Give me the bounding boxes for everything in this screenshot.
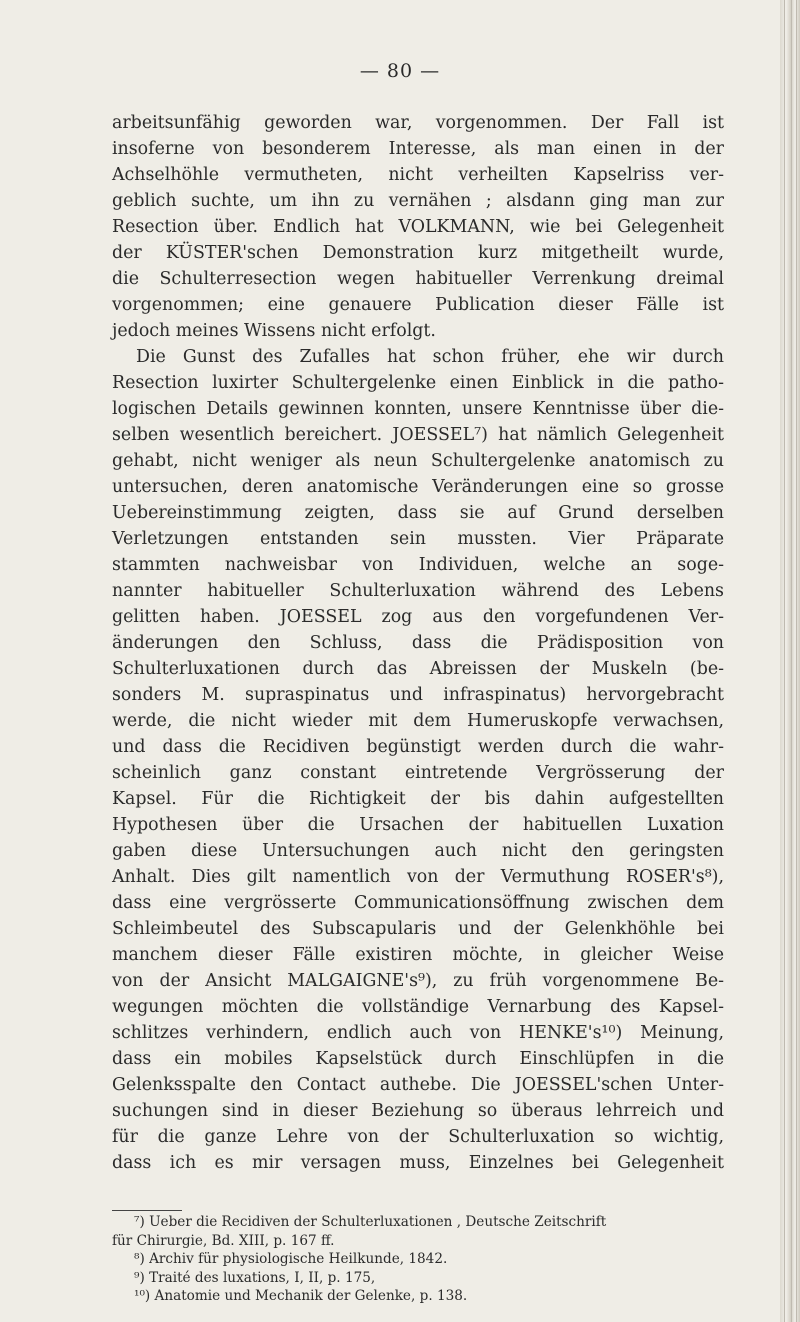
- text-line: Hypothesen über die Ursachen der habituellen Luxation: [112, 815, 724, 835]
- footnote-7-continued: für Chirurgie, Bd. XIII, p. 167 ff.: [112, 1232, 335, 1249]
- text-line: jedoch meines Wissens nicht erfolgt.: [112, 321, 436, 341]
- text-line: für die ganze Lehre von der Schulterluxation so wichtig,: [112, 1127, 724, 1147]
- text-line: scheinlich ganz constant eintretende Vergrösserung der: [112, 763, 724, 783]
- text-line: Resection luxirter Schultergelenke einen Einblick in die patho-: [112, 373, 724, 393]
- text-line: dass eine vergrösserte Communicationsöffnung zwischen dem: [112, 893, 724, 913]
- text-line: gehabt, nicht weniger als neun Schultergelenke anatomisch zu: [112, 451, 724, 471]
- page-edge-line: [791, 0, 792, 1322]
- text-line: die Schulterresection wegen habitueller Verrenkung dreimal: [112, 269, 724, 289]
- page-number: — 80 —: [359, 60, 441, 82]
- text-line: Resection über. Endlich hat VOLKMANN, wie bei Gelegenheit: [112, 217, 724, 237]
- text-line: Schleimbeutel des Subscapularis und der Gelenkhöhle bei: [112, 919, 724, 939]
- text-line: dass ich es mir versagen muss, Einzelnes bei Gelegenheit: [112, 1153, 724, 1173]
- text-line: der KÜSTER'schen Demonstration kurz mitgetheilt wurde,: [112, 243, 724, 263]
- text-line: logischen Details gewinnen konnten, unsere Kenntnisse über die-: [112, 399, 724, 419]
- text-line: geblich suchte, um ihn zu vernähen ; alsdann ging man zur: [112, 191, 724, 211]
- text-line: Kapsel. Für die Richtigkeit der bis dahin aufgestellten: [112, 789, 724, 809]
- body-text: [112, 110, 724, 1176]
- text-line: Anhalt. Dies gilt namentlich von der Vermuthung ROSER's⁸),: [112, 867, 724, 887]
- text-line: insoferne von besonderem Interesse, als man einen in der: [112, 139, 724, 159]
- footnote-10: ¹⁰) Anatomie und Mechanik der Gelenke, p. 138.: [134, 1288, 468, 1304]
- text-line: Verletzungen entstanden sein mussten. Vier Präparate: [112, 529, 724, 549]
- footnote-7: ⁷) Ueber die Recidiven der Schulterluxationen , Deutsche Zeitschrift: [134, 1214, 607, 1230]
- book-page-edge: [780, 0, 800, 1322]
- text-line: gelitten haben. JOESSEL zog aus den vorgefundenen Ver-: [112, 607, 724, 627]
- text-line: Achselhöhle vermutheten, nicht verheilten Kapselriss ver-: [112, 165, 724, 185]
- text-line: Uebereinstimmung zeigten, dass sie auf Grund derselben: [112, 503, 724, 523]
- page-edge-line: [784, 0, 785, 1322]
- footnote-8: ⁸) Archiv für physiologische Heilkunde, 1842.: [134, 1251, 448, 1267]
- text-line: untersuchen, deren anatomische Veränderungen eine so grosse: [112, 477, 724, 497]
- text-line: werde, die nicht wieder mit dem Humeruskopfe verwachsen,: [112, 711, 724, 731]
- page-edge-line: [796, 0, 797, 1322]
- text-line: schlitzes verhindern, endlich auch von HENKE's¹⁰) Meinung,: [112, 1023, 724, 1043]
- text-line: von der Ansicht MALGAIGNE's⁹), zu früh vorgenommene Be-: [112, 971, 724, 991]
- text-line: stammten nachweisbar von Individuen, welche an soge-: [112, 555, 724, 575]
- text-line: wegungen möchten die vollständige Vernarbung des Kapsel-: [112, 997, 724, 1017]
- text-line: Schulterluxationen durch das Abreissen der Muskeln (be-: [112, 659, 724, 679]
- text-line: und dass die Recidiven begünstigt werden durch die wahr-: [112, 737, 724, 757]
- text-line: dass ein mobiles Kapselstück durch Einschlüpfen in die: [112, 1049, 724, 1069]
- text-line: manchem dieser Fälle existiren möchte, in gleicher Weise: [112, 945, 724, 965]
- text-line: vorgenommen; eine genauere Publication dieser Fälle ist: [112, 295, 724, 315]
- text-line: Gelenksspalte den Contact authebe. Die JOESSEL'schen Unter-: [112, 1075, 724, 1095]
- footnotes: [112, 1213, 724, 1306]
- footnote-divider: [112, 1210, 182, 1211]
- text-line: nannter habitueller Schulterluxation während des Lebens: [112, 581, 724, 601]
- text-line: gaben diese Untersuchungen auch nicht den geringsten: [112, 841, 724, 861]
- text-line: änderungen den Schluss, dass die Prädisposition von: [112, 633, 724, 653]
- text-line: suchungen sind in dieser Beziehung so überaus lehrreich und: [112, 1101, 724, 1121]
- text-line: selben wesentlich bereichert. JOESSEL⁷) hat nämlich Gelegenheit: [112, 425, 724, 445]
- text-line: Die Gunst des Zufalles hat schon früher, ehe wir durch: [136, 347, 724, 367]
- text-line: sonders M. supraspinatus und infraspinatus) hervorgebracht: [112, 685, 724, 705]
- text-line: arbeitsunfähig geworden war, vorgenommen. Der Fall ist: [112, 113, 724, 133]
- footnote-9: ⁹) Traité des luxations, I, II, p. 175,: [134, 1269, 376, 1286]
